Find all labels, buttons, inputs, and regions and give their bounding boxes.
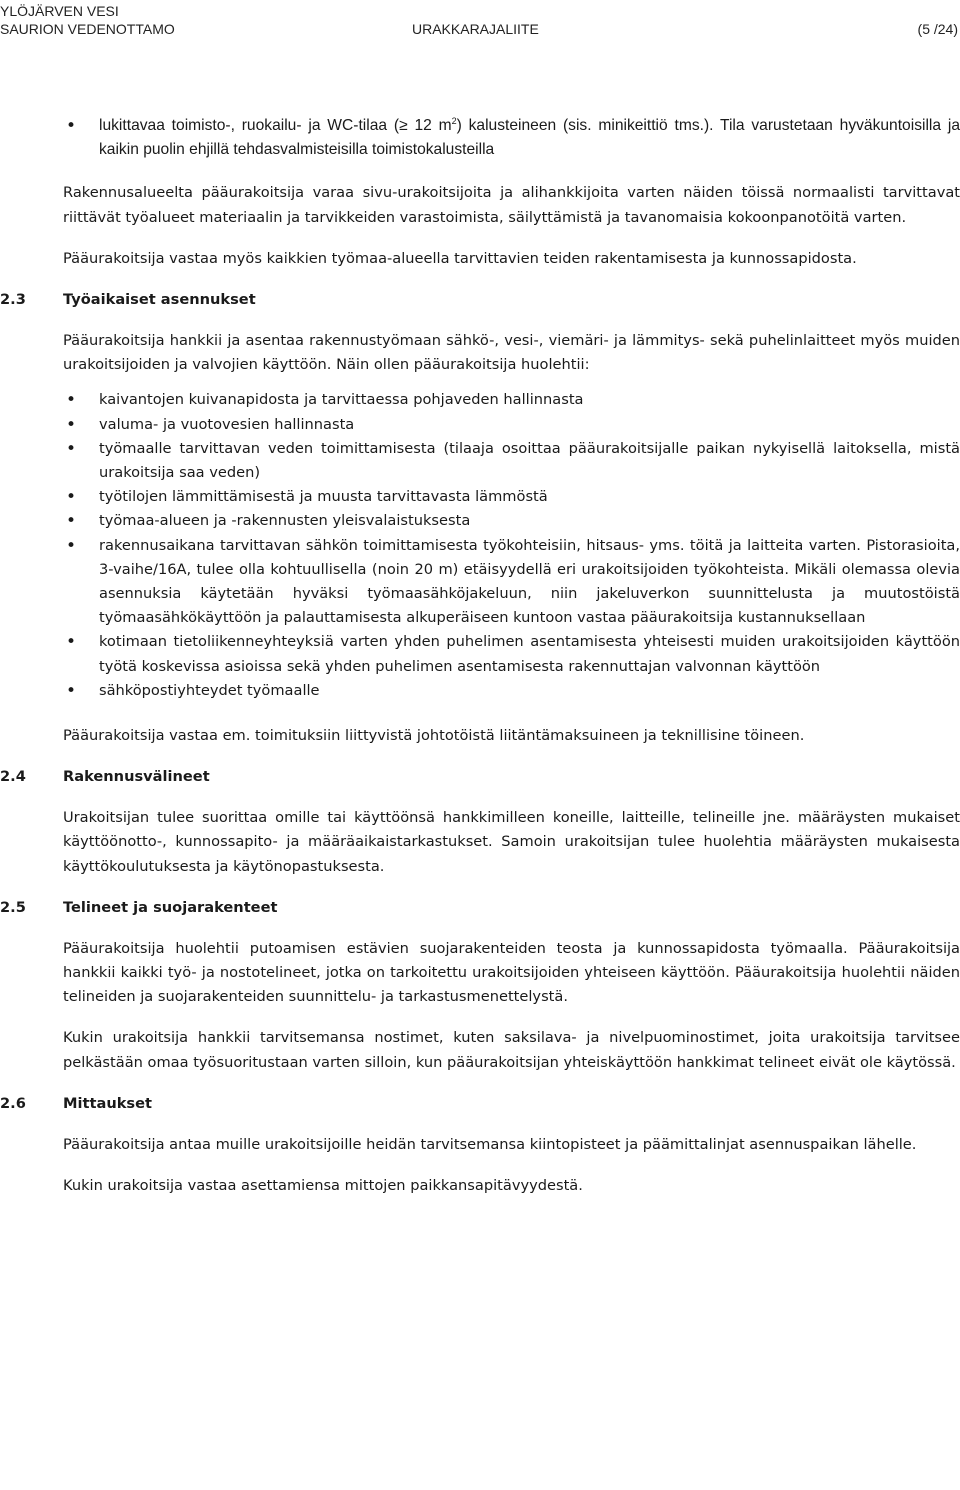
list-item: • työmaa-alueen ja -rakennusten yleisvalaistuksesta <box>0 509 960 533</box>
list-item: • lukittavaa toimisto-, ruokailu- ja WC-tilaa (≥ 12 $m^2$) kalusteineen (sis. minikeittiö tms.). Tila varustetaan hyväkuntoisilla ja kaikin puolin ehjillä tehdasvalmisteisilla toimistokalusteilla <box>0 114 960 162</box>
section-title: Työaikaiset asennukset <box>63 291 256 309</box>
installations-list <box>0 388 960 703</box>
section-title: Telineet ja suojarakenteet <box>63 898 278 916</box>
header-section: URAKKARAJALIITE <box>412 21 539 37</box>
section-number: 2.6 <box>0 1094 26 1112</box>
list-item: • valuma- ja vuotovesien hallinnasta <box>0 413 960 437</box>
greater-equal-symbol: ≥ <box>399 117 408 134</box>
paragraph-work-areas: Rakennusalueelta pääurakoitsija varaa sivu-urakoitsijoita ja alihankkijoita varten näiden töissä normaalisti tarvittavat riittävät työalueet materiaalin ja tarvikkeiden varastoimista, säilyttämistä ja tavanomaisia kokoonpanotöitä varten. <box>63 184 960 226</box>
paragraph-installations-intro: Pääurakoitsija hankkii ja asentaa rakennustyömaan sähkö-, vesi-, viemäri- ja lämmitys- sekä puhelinlaitteet myös muiden urakoitsijoiden ja valvojien käyttöön. Näin ollen pääurakoitsija huolehtii: <box>63 332 960 374</box>
list-item: • kaivantojen kuivanapidosta ja tarvittaessa pohjaveden hallinnasta <box>0 388 960 412</box>
paragraph-measurements-1: Pääurakoitsija antaa muille urakoitsijoille heidän tarvitsemansa kiintopisteet ja päämittalinjat asennuspaikan lähelle. <box>63 1135 917 1153</box>
list-item: • työmaalle tarvittavan veden toimittamisesta (tilaaja osoittaa pääurakoitsijalle paikan nykyisellä laitoksella, mistä urakoitsija saa veden) <box>0 437 960 485</box>
page-header <box>0 2 960 38</box>
section-number: 2.3 <box>0 291 26 309</box>
paragraph-installations-outro: Pääurakoitsija vastaa em. toimituksiin liittyvistä johtotöistä liitäntämaksuineen ja teknillisine töineen. <box>63 727 805 745</box>
section-heading-2-3 <box>0 288 960 312</box>
section-heading-2-6 <box>0 1092 960 1116</box>
header-org: YLÖJÄRVEN VESI <box>0 3 119 19</box>
paragraph-roads: Pääurakoitsija vastaa myös kaikkien työmaa-alueella tarvittavien teiden rakentamisesta ja kunnossapidosta. <box>63 249 857 267</box>
header-page-number: (5 /24) <box>917 21 958 37</box>
superscript: 2 <box>451 115 457 126</box>
section-number: 2.4 <box>0 768 26 786</box>
paragraph-scaffolding-2: Kukin urakoitsija hankkii tarvitsemansa nostimet, kuten saksilava- ja nivelpuominostimet, joita urakoitsija tarvitsee pelkästään omaa työsuoritustaan varten silloin, kun pääurakoitsijan yhteiskäyttöön hankkimat telineet eivät ole käytössä. <box>63 1029 960 1071</box>
section-title: Rakennusvälineet <box>63 768 210 786</box>
paragraph-scaffolding-1: Pääurakoitsija huolehtii putoamisen estävien suojarakenteiden teosta ja kunnossapidosta työmaalla. Pääurakoitsija hankkii kaikki työ- ja nostotelineet, jotka on tarkoitettu urakoitsijoiden yhteiseen käyttöön. Pääurakoitsija huolehtii näiden telineiden ja suojarakenteiden suunnittelu- ja tarkastusmenettelystä. <box>63 939 960 1006</box>
list-item: • rakennusaikana tarvittavan sähkön toimittamisesta työkohteisiin, hitsaus- yms. töitä ja laitteita varten. Pistorasioita, 3-vaihe/16A, tulee olla kohtuullisella (noin 20 m) etäisyydellä eri urakoitsijoiden työkohteista. Mikäli olemassa olevia asennuksia käytetään hyväksi työmaasähköjakeluun, niin jakeluverkon suunnittelusta ja muutostöistä työmaasähkökäyttöön ja palauttamisesta alkuperäiseen kuntoon vastaa pääurakoitsija kustannuksellaan <box>0 534 960 631</box>
header-document-title: SAURION VEDENOTTAMO <box>0 21 175 37</box>
section-heading-2-5 <box>0 896 960 920</box>
document-body <box>0 114 960 1215</box>
section-title: Mittaukset <box>63 1094 152 1112</box>
list-item: • sähköpostiyhteydet työmaalle <box>0 679 960 703</box>
paragraph-equipment: Urakoitsijan tulee suorittaa omille tai käyttöönsä hankkimilleen koneille, laitteille, telineille jne. määräysten mukaiset käyttöönotto-, kunnossapito- ja määräaikaistarkastukset. Samoin urakoitsijan tulee huolehtia määräysten mukaisesta käyttökoulutuksesta ja käytönopastuksesta. <box>63 809 960 875</box>
intro-bullet-list <box>0 114 960 162</box>
paragraph-measurements-2: Kukin urakoitsija vastaa asettamiensa mittojen paikkansapitävyydestä. <box>63 1177 583 1195</box>
list-item: • työtilojen lämmittämisestä ja muusta tarvittavasta lämmöstä <box>0 485 960 509</box>
list-item: • kotimaan tietoliikenneyhteyksiä varten yhden puhelimen asentamisesta yhteisesti muiden urakoitsijoiden käyttöön työtä koskevissa asioissa sekä yhden puhelimen asentamisesta rakennuttajan valvonnan käyttöön <box>0 630 960 678</box>
section-number: 2.5 <box>0 898 26 916</box>
section-heading-2-4 <box>0 765 960 789</box>
